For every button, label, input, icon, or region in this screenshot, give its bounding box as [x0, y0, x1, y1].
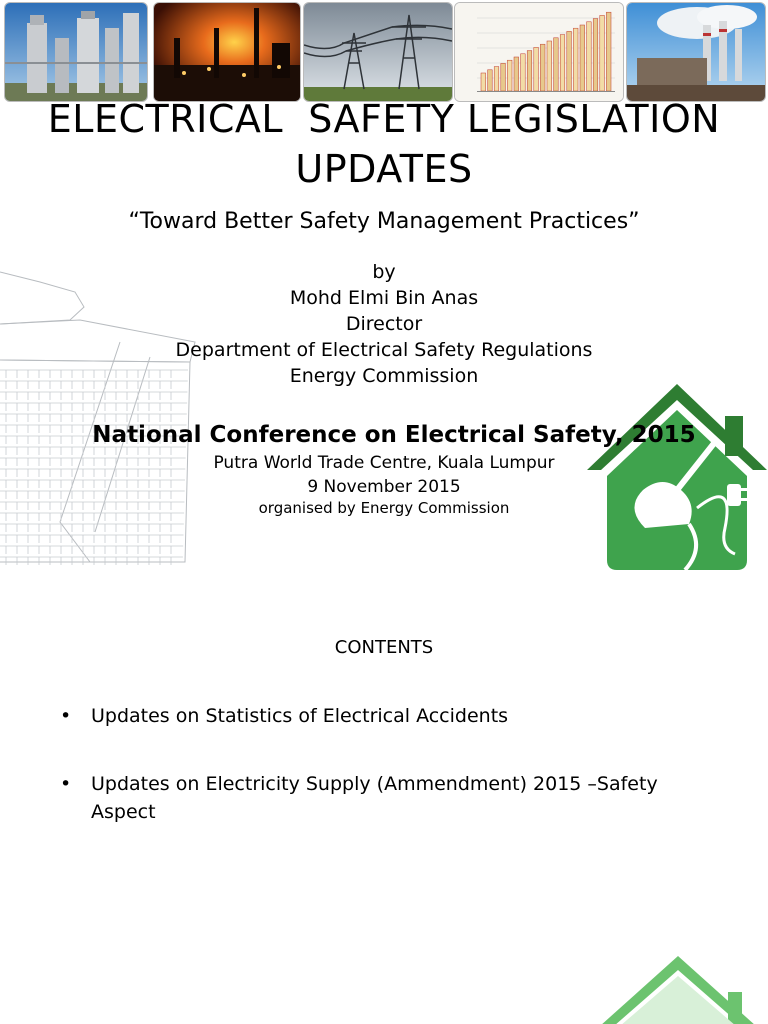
mini-bar: [593, 19, 598, 91]
bar-chart-photo: [454, 2, 624, 102]
bullet-icon: •: [60, 773, 72, 795]
mini-bar: [580, 25, 585, 91]
conference-organiser: organised by Energy Commission: [258, 499, 510, 517]
refinery-photo: [4, 2, 148, 102]
mini-bar: [527, 51, 532, 91]
presenter-name: Mohd Elmi Bin Anas: [289, 287, 479, 309]
title-line-1: ELECTRICAL SAFETY LEGISLATION: [47, 97, 721, 141]
contents-slide: [0, 578, 768, 1024]
mini-bar: [554, 38, 559, 91]
contents-list: [60, 702, 700, 866]
conference-venue: Putra World Trade Centre, Kuala Lumpur: [213, 453, 555, 473]
house-roof-icon: [600, 956, 768, 1024]
mini-bar: [567, 31, 572, 91]
list-item: [60, 702, 700, 730]
mini-bar: [514, 57, 519, 91]
photo-strip: [4, 2, 764, 100]
power-station-photo: [626, 2, 766, 102]
list-item: [60, 770, 700, 826]
contents-heading: CONTENTS: [334, 637, 434, 658]
mini-bar: [560, 35, 565, 91]
house-plug-icon: [585, 378, 768, 573]
subtitle: “Toward Better Safety Management Practices”: [128, 209, 640, 234]
mini-bar: [573, 28, 578, 91]
title-line-2: UPDATES: [295, 147, 473, 191]
list-item-text: Updates on Electricity Supply (Ammendment) 2015 –Safety Aspect: [91, 773, 658, 823]
mini-bar: [534, 47, 539, 91]
pylons-photo: [303, 2, 453, 102]
mini-bar: [494, 67, 499, 91]
by-label: by: [372, 261, 396, 283]
presenter-organisation: Energy Commission: [289, 365, 479, 387]
bullet-icon: •: [60, 705, 72, 727]
presenter-position: Director: [345, 313, 423, 335]
mini-bar: [488, 70, 493, 91]
presenter-department: Department of Electrical Safety Regulations: [175, 339, 593, 361]
list-item-text: Updates on Statistics of Electrical Accidents: [91, 705, 509, 727]
mini-bar: [481, 73, 486, 91]
mini-bar: [507, 60, 512, 91]
mini-bar: [600, 15, 605, 91]
presenter-block: [0, 259, 768, 389]
mini-bar: [587, 22, 592, 91]
mini-bar: [547, 41, 552, 91]
conference-title: National Conference on Electrical Safety, 2015: [92, 422, 696, 448]
mini-bar: [501, 63, 506, 91]
presentation-title: [0, 94, 768, 194]
plant-night-photo: [153, 2, 301, 102]
mini-bar: [540, 44, 545, 91]
mini-bar: [521, 54, 526, 91]
mini-bar: [606, 12, 611, 91]
conference-date: 9 November 2015: [307, 477, 461, 497]
